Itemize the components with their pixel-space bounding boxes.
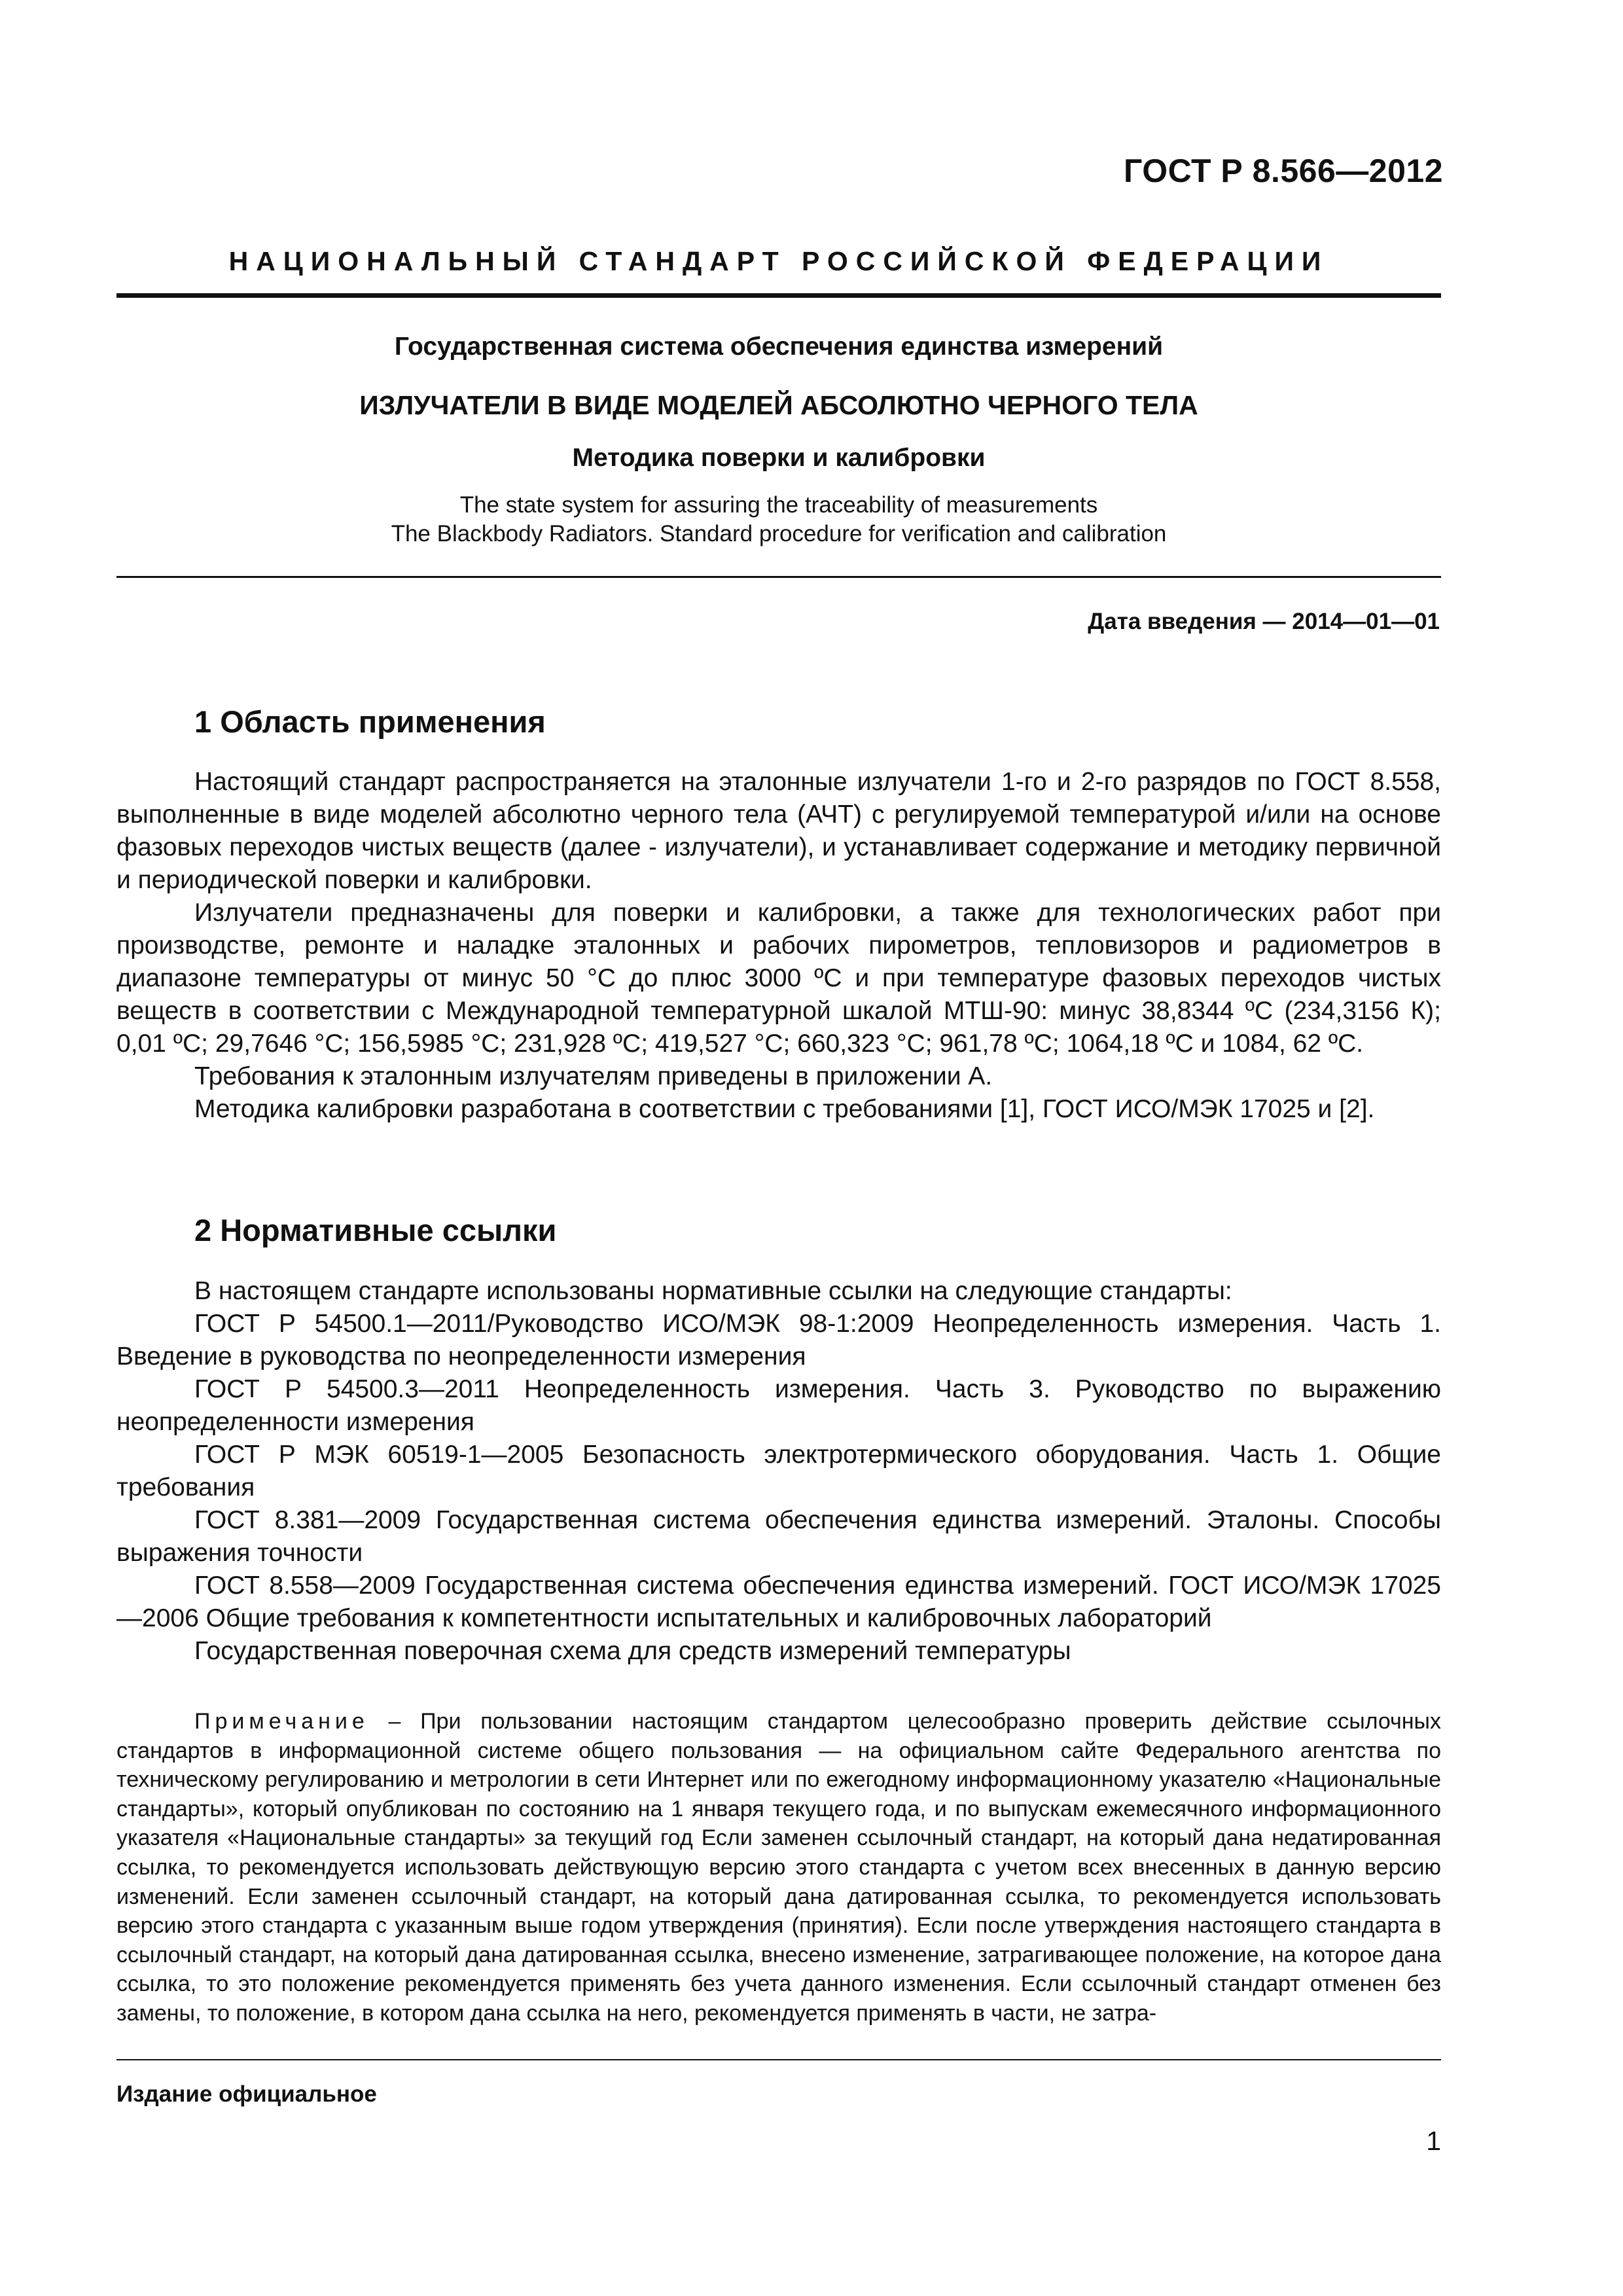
note — [116, 1707, 1441, 2028]
introduction-date: Дата введения — 2014—01—01 — [1088, 609, 1440, 634]
footer-divider — [116, 2059, 1441, 2060]
english-title-line-1: The state system for assuring the traceability of measurements — [459, 492, 1098, 518]
document-subtitle: Методика поверки и калибровки — [572, 444, 986, 472]
reference-item: Государственная поверочная схема для средств измерений температуры — [194, 1637, 1071, 1665]
reference-item: ГОСТ Р МЭК 60519-1—2005 Безопасность электротермического оборудования. Часть 1. Общие требования — [116, 1441, 1441, 1501]
section-1-body — [116, 766, 1441, 1126]
note-label: Примечание — [194, 1709, 369, 1734]
english-title-line-2: The Blackbody Radiators. Standard procedure for verification and calibration — [391, 521, 1167, 547]
measurement-system-title: Государственная система обеспечения единства измерений — [394, 332, 1164, 361]
header-divider — [116, 293, 1441, 298]
title-divider — [116, 576, 1441, 578]
section-1-heading: 1 Область применения — [194, 704, 546, 739]
paragraph: Настоящий стандарт распространяется на эталонные излучатели 1-го и 2-го разрядов по ГОСТ 8.558, выполненные в виде моделей абсолютно черного тела (АЧТ) с регулируемой температурой и/или на основе фазовых переходов чистых веществ (далее - излучатели), и устанавливает содержание и методику первичной и периодической поверки и калибровки. — [116, 768, 1441, 894]
gost-number: ГОСТ Р 8.566—2012 — [1124, 152, 1443, 189]
section-2-body — [116, 1275, 1441, 1668]
paragraph: Требования к эталонным излучателям приведены в приложении А. — [194, 1062, 993, 1090]
page-number: 1 — [1426, 2126, 1441, 2156]
edition-label: Издание официальное — [116, 2081, 377, 2107]
note-text: – При пользовании настоящим стандартом целесообразно проверить действие ссылочных стандартов в информационной системе общего пользования — на официальном сайте Федерального агентства по техническому регулированию и метрологии в сети Интернет или по ежегодному информационному указателю «Национальные стандарты», который опубликован по состоянию на 1 января текущего года, и по выпускам ежемесячного информационного указателя «Национальные стандарты» за текущий год Если заменен ссылочный стандарт, на который дана недатированная ссылка, то рекомендуется использовать действующую версию этого стандарта с учетом всех внесенных в данную версию изменений. Если заменен ссылочный стандарт, на который дана датированная ссылка, то рекомендуется использовать версию этого стандарта с указанным выше годом утверждения (принятия). Если после утверждения настоящего стандарта в ссылочный стандарт, на который дана датированная ссылка, внесено изменение, затрагивающее положение, на которое дана ссылка, то это положение рекомендуется применять без учета данного изменения. Если ссылочный стандарт отменен без замены, то положение, в котором дана ссылка на него, рекомендуется применять в части, не затра- — [116, 1709, 1441, 2026]
reference-item: ГОСТ 8.558—2009 Государственная система обеспечения единства измерений. ГОСТ ИСО/МЭК 17025—2006 Общие требования к компетентности испытательных и калибровочных лабораторий — [116, 1571, 1441, 1632]
reference-item: ГОСТ Р 54500.1—2011/Руководство ИСО/МЭК 98-1:2009 Неопределенность измерения. Часть 1. Введение в руководства по неопределенности измерения — [116, 1310, 1441, 1371]
paragraph: В настоящем стандарте использованы нормативные ссылки на следующие стандарты: — [194, 1277, 1232, 1305]
reference-item: ГОСТ Р 54500.3—2011 Неопределенность измерения. Часть 3. Руководство по выражению неопределенности измерения — [116, 1375, 1441, 1436]
paragraph: Излучатели предназначены для поверки и калибровки, а также для технологических работ при производстве, ремонте и наладке эталонных и рабочих пирометров, тепловизоров и радиометров в диапазоне температуры от минус 50 °С до плюс 3000 ºС и при температуре фазовых переходов чистых веществ в соответствии с Международной температурной шкалой МТШ-90: минус 38,8344 ºС (234,3156 К); 0,01 ºС; 29,7646 °С; 156,5985 °С; 231,928 ºС; 419,527 °С; 660,323 °С; 961,78 ºС; 1064,18 ºС и 1084, 62 ºС. — [116, 899, 1441, 1058]
section-2-heading: 2 Нормативные ссылки — [194, 1213, 557, 1247]
reference-item: ГОСТ 8.381—2009 Государственная система обеспечения единства измерений. Эталоны. Способы выражения точности — [116, 1506, 1441, 1567]
paragraph: Методика калибровки разработана в соответствии с требованиями [1], ГОСТ ИСО/МЭК 17025 и [2]. — [194, 1095, 1375, 1123]
document-title: ИЗЛУЧАТЕЛИ В ВИДЕ МОДЕЛЕЙ АБСОЛЮТНО ЧЕРНОГО ТЕЛА — [359, 390, 1198, 420]
national-standard-title: НАЦИОНАЛЬНЫЙ СТАНДАРТ РОССИЙСКОЙ ФЕДЕРАЦИИ — [228, 246, 1329, 276]
